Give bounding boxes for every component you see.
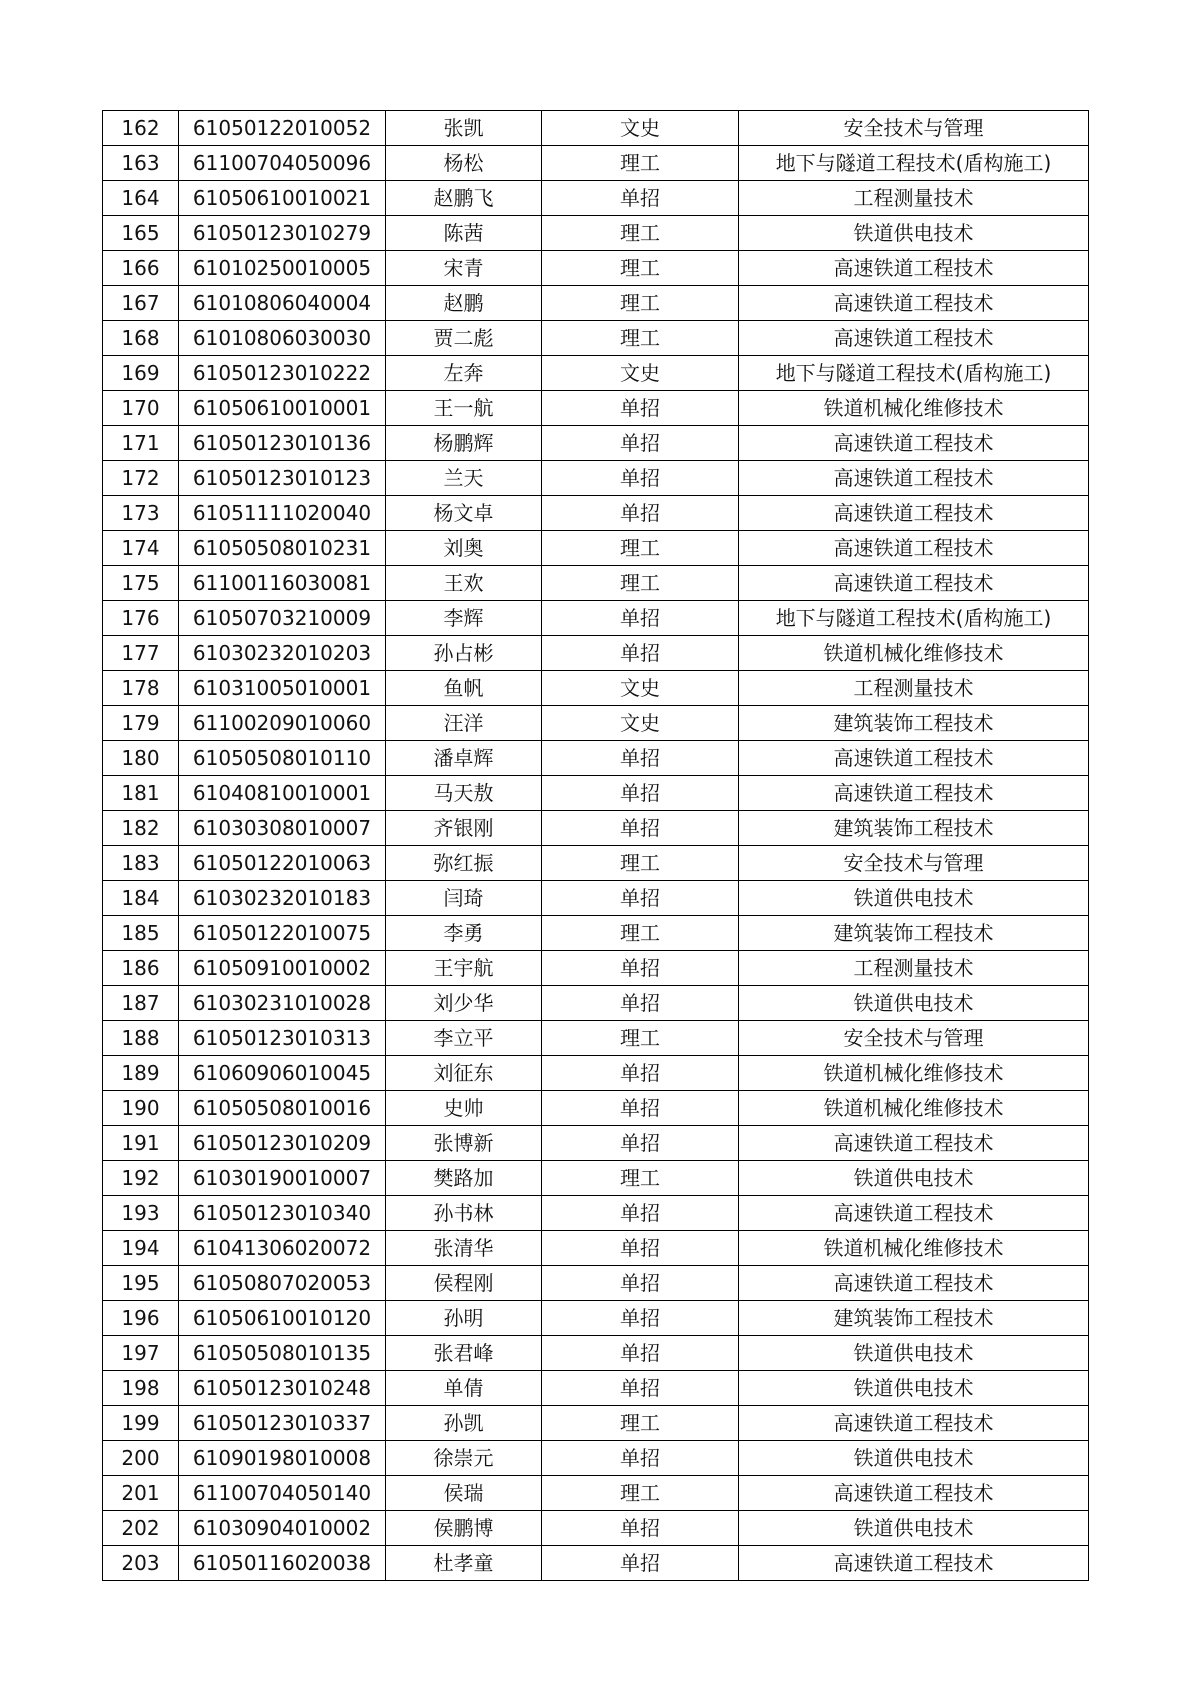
exam-id-cell: 61050508010231 — [179, 531, 386, 566]
table-row — [103, 1476, 1089, 1511]
name-cell: 王欢 — [386, 566, 542, 601]
category-cell: 理工 — [542, 846, 739, 881]
category-cell: 理工 — [542, 1406, 739, 1441]
table-row — [103, 1336, 1089, 1371]
major-cell: 高速铁道工程技术 — [739, 776, 1089, 811]
table-row — [103, 706, 1089, 741]
category-cell: 单招 — [542, 881, 739, 916]
exam-id-cell: 61030308010007 — [179, 811, 386, 846]
category-cell: 单招 — [542, 1546, 739, 1581]
row-number-cell: 178 — [103, 671, 179, 706]
row-number-cell: 182 — [103, 811, 179, 846]
name-cell: 李勇 — [386, 916, 542, 951]
table-row — [103, 566, 1089, 601]
category-cell: 单招 — [542, 1511, 739, 1546]
row-number-cell: 163 — [103, 146, 179, 181]
major-cell: 铁道供电技术 — [739, 216, 1089, 251]
exam-id-cell: 61050508010110 — [179, 741, 386, 776]
row-number-cell: 186 — [103, 951, 179, 986]
major-cell: 高速铁道工程技术 — [739, 1196, 1089, 1231]
student-table — [102, 110, 1089, 1581]
exam-id-cell: 61030190010007 — [179, 1161, 386, 1196]
name-cell: 单倩 — [386, 1371, 542, 1406]
exam-id-cell: 61100704050096 — [179, 146, 386, 181]
table-row — [103, 1021, 1089, 1056]
row-number-cell: 180 — [103, 741, 179, 776]
table-row — [103, 776, 1089, 811]
row-number-cell: 172 — [103, 461, 179, 496]
exam-id-cell: 61050123010337 — [179, 1406, 386, 1441]
name-cell: 李立平 — [386, 1021, 542, 1056]
table-row — [103, 881, 1089, 916]
category-cell: 理工 — [542, 531, 739, 566]
exam-id-cell: 61050508010135 — [179, 1336, 386, 1371]
exam-id-cell: 61041306020072 — [179, 1231, 386, 1266]
category-cell: 单招 — [542, 426, 739, 461]
table-row — [103, 1161, 1089, 1196]
row-number-cell: 176 — [103, 601, 179, 636]
name-cell: 孙书林 — [386, 1196, 542, 1231]
exam-id-cell: 61050123010123 — [179, 461, 386, 496]
table-row — [103, 321, 1089, 356]
exam-id-cell: 61030232010183 — [179, 881, 386, 916]
major-cell: 建筑装饰工程技术 — [739, 811, 1089, 846]
exam-id-cell: 61060906010045 — [179, 1056, 386, 1091]
category-cell: 单招 — [542, 1196, 739, 1231]
category-cell: 单招 — [542, 1441, 739, 1476]
major-cell: 工程测量技术 — [739, 181, 1089, 216]
row-number-cell: 193 — [103, 1196, 179, 1231]
row-number-cell: 174 — [103, 531, 179, 566]
name-cell: 汪洋 — [386, 706, 542, 741]
name-cell: 孙凯 — [386, 1406, 542, 1441]
row-number-cell: 167 — [103, 286, 179, 321]
category-cell: 单招 — [542, 1231, 739, 1266]
exam-id-cell: 61050610010021 — [179, 181, 386, 216]
name-cell: 张博新 — [386, 1126, 542, 1161]
name-cell: 杨文卓 — [386, 496, 542, 531]
table-row — [103, 496, 1089, 531]
major-cell: 高速铁道工程技术 — [739, 741, 1089, 776]
table-row — [103, 111, 1089, 146]
name-cell: 赵鹏飞 — [386, 181, 542, 216]
table-row — [103, 146, 1089, 181]
name-cell: 刘奥 — [386, 531, 542, 566]
exam-id-cell: 61050122010052 — [179, 111, 386, 146]
row-number-cell: 198 — [103, 1371, 179, 1406]
row-number-cell: 191 — [103, 1126, 179, 1161]
major-cell: 地下与隧道工程技术(盾构施工) — [739, 601, 1089, 636]
exam-id-cell: 61090198010008 — [179, 1441, 386, 1476]
major-cell: 高速铁道工程技术 — [739, 531, 1089, 566]
row-number-cell: 165 — [103, 216, 179, 251]
category-cell: 单招 — [542, 1336, 739, 1371]
category-cell: 理工 — [542, 1476, 739, 1511]
exam-id-cell: 61050123010340 — [179, 1196, 386, 1231]
category-cell: 理工 — [542, 916, 739, 951]
row-number-cell: 199 — [103, 1406, 179, 1441]
exam-id-cell: 61050123010248 — [179, 1371, 386, 1406]
major-cell: 铁道机械化维修技术 — [739, 636, 1089, 671]
table-row — [103, 741, 1089, 776]
name-cell: 樊路加 — [386, 1161, 542, 1196]
name-cell: 孙占彬 — [386, 636, 542, 671]
row-number-cell: 162 — [103, 111, 179, 146]
exam-id-cell: 61050910010002 — [179, 951, 386, 986]
exam-id-cell: 61050703210009 — [179, 601, 386, 636]
major-cell: 高速铁道工程技术 — [739, 286, 1089, 321]
exam-id-cell: 61051111020040 — [179, 496, 386, 531]
table-row — [103, 1371, 1089, 1406]
table-row — [103, 426, 1089, 461]
table-row — [103, 846, 1089, 881]
category-cell: 单招 — [542, 1266, 739, 1301]
row-number-cell: 173 — [103, 496, 179, 531]
name-cell: 孙明 — [386, 1301, 542, 1336]
category-cell: 理工 — [542, 1021, 739, 1056]
row-number-cell: 168 — [103, 321, 179, 356]
major-cell: 高速铁道工程技术 — [739, 461, 1089, 496]
table-row — [103, 216, 1089, 251]
row-number-cell: 181 — [103, 776, 179, 811]
major-cell: 高速铁道工程技术 — [739, 251, 1089, 286]
category-cell: 理工 — [542, 566, 739, 601]
table-row — [103, 1231, 1089, 1266]
table-row — [103, 391, 1089, 426]
exam-id-cell: 61050508010016 — [179, 1091, 386, 1126]
name-cell: 马天敖 — [386, 776, 542, 811]
major-cell: 高速铁道工程技术 — [739, 1406, 1089, 1441]
row-number-cell: 196 — [103, 1301, 179, 1336]
table-row — [103, 951, 1089, 986]
category-cell: 单招 — [542, 496, 739, 531]
category-cell: 理工 — [542, 321, 739, 356]
category-cell: 单招 — [542, 1126, 739, 1161]
table-row — [103, 601, 1089, 636]
name-cell: 张清华 — [386, 1231, 542, 1266]
major-cell: 高速铁道工程技术 — [739, 1476, 1089, 1511]
row-number-cell: 164 — [103, 181, 179, 216]
major-cell: 安全技术与管理 — [739, 1021, 1089, 1056]
table-row — [103, 1406, 1089, 1441]
category-cell: 单招 — [542, 1056, 739, 1091]
name-cell: 张凯 — [386, 111, 542, 146]
table-row — [103, 1091, 1089, 1126]
table-row — [103, 286, 1089, 321]
exam-id-cell: 61031005010001 — [179, 671, 386, 706]
name-cell: 杨鹏辉 — [386, 426, 542, 461]
category-cell: 单招 — [542, 636, 739, 671]
exam-id-cell: 61030232010203 — [179, 636, 386, 671]
table-row — [103, 531, 1089, 566]
exam-id-cell: 61050123010279 — [179, 216, 386, 251]
exam-id-cell: 61030231010028 — [179, 986, 386, 1021]
category-cell: 单招 — [542, 776, 739, 811]
major-cell: 铁道供电技术 — [739, 1371, 1089, 1406]
category-cell: 理工 — [542, 251, 739, 286]
table-row — [103, 1266, 1089, 1301]
major-cell: 高速铁道工程技术 — [739, 1546, 1089, 1581]
category-cell: 单招 — [542, 1091, 739, 1126]
name-cell: 史帅 — [386, 1091, 542, 1126]
name-cell: 刘少华 — [386, 986, 542, 1021]
major-cell: 建筑装饰工程技术 — [739, 1301, 1089, 1336]
major-cell: 地下与隧道工程技术(盾构施工) — [739, 146, 1089, 181]
name-cell: 李辉 — [386, 601, 542, 636]
major-cell: 高速铁道工程技术 — [739, 1266, 1089, 1301]
row-number-cell: 185 — [103, 916, 179, 951]
name-cell: 贾二彪 — [386, 321, 542, 356]
exam-id-cell: 61100116030081 — [179, 566, 386, 601]
row-number-cell: 203 — [103, 1546, 179, 1581]
name-cell: 兰天 — [386, 461, 542, 496]
category-cell: 单招 — [542, 391, 739, 426]
major-cell: 铁道供电技术 — [739, 1336, 1089, 1371]
row-number-cell: 184 — [103, 881, 179, 916]
major-cell: 铁道机械化维修技术 — [739, 391, 1089, 426]
table-row — [103, 461, 1089, 496]
major-cell: 建筑装饰工程技术 — [739, 916, 1089, 951]
table-row — [103, 671, 1089, 706]
exam-id-cell: 61050123010313 — [179, 1021, 386, 1056]
row-number-cell: 169 — [103, 356, 179, 391]
major-cell: 高速铁道工程技术 — [739, 426, 1089, 461]
row-number-cell: 188 — [103, 1021, 179, 1056]
row-number-cell: 187 — [103, 986, 179, 1021]
exam-id-cell: 61050610010120 — [179, 1301, 386, 1336]
exam-id-cell: 61050807020053 — [179, 1266, 386, 1301]
exam-id-cell: 61010806030030 — [179, 321, 386, 356]
name-cell: 齐银刚 — [386, 811, 542, 846]
major-cell: 工程测量技术 — [739, 671, 1089, 706]
category-cell: 单招 — [542, 1371, 739, 1406]
table-row — [103, 1546, 1089, 1581]
row-number-cell: 170 — [103, 391, 179, 426]
exam-id-cell: 61010806040004 — [179, 286, 386, 321]
exam-id-cell: 61100704050140 — [179, 1476, 386, 1511]
table-body — [103, 111, 1089, 1581]
name-cell: 王宇航 — [386, 951, 542, 986]
name-cell: 弥红振 — [386, 846, 542, 881]
name-cell: 杨松 — [386, 146, 542, 181]
category-cell: 理工 — [542, 1161, 739, 1196]
exam-id-cell: 61010250010005 — [179, 251, 386, 286]
major-cell: 铁道机械化维修技术 — [739, 1231, 1089, 1266]
category-cell: 单招 — [542, 601, 739, 636]
name-cell: 潘卓辉 — [386, 741, 542, 776]
row-number-cell: 197 — [103, 1336, 179, 1371]
name-cell: 左奔 — [386, 356, 542, 391]
exam-id-cell: 61050123010209 — [179, 1126, 386, 1161]
major-cell: 地下与隧道工程技术(盾构施工) — [739, 356, 1089, 391]
exam-id-cell: 61050610010001 — [179, 391, 386, 426]
major-cell: 高速铁道工程技术 — [739, 1126, 1089, 1161]
category-cell: 单招 — [542, 986, 739, 1021]
row-number-cell: 177 — [103, 636, 179, 671]
category-cell: 单招 — [542, 741, 739, 776]
row-number-cell: 200 — [103, 1441, 179, 1476]
major-cell: 铁道供电技术 — [739, 881, 1089, 916]
major-cell: 高速铁道工程技术 — [739, 566, 1089, 601]
major-cell: 铁道供电技术 — [739, 1511, 1089, 1546]
table-row — [103, 251, 1089, 286]
row-number-cell: 179 — [103, 706, 179, 741]
major-cell: 铁道机械化维修技术 — [739, 1056, 1089, 1091]
exam-id-cell: 61050122010075 — [179, 916, 386, 951]
name-cell: 侯瑞 — [386, 1476, 542, 1511]
name-cell: 宋青 — [386, 251, 542, 286]
major-cell: 安全技术与管理 — [739, 111, 1089, 146]
exam-id-cell: 61050116020038 — [179, 1546, 386, 1581]
major-cell: 建筑装饰工程技术 — [739, 706, 1089, 741]
category-cell: 理工 — [542, 216, 739, 251]
exam-id-cell: 61050123010136 — [179, 426, 386, 461]
row-number-cell: 171 — [103, 426, 179, 461]
major-cell: 铁道供电技术 — [739, 1441, 1089, 1476]
row-number-cell: 202 — [103, 1511, 179, 1546]
row-number-cell: 183 — [103, 846, 179, 881]
row-number-cell: 190 — [103, 1091, 179, 1126]
category-cell: 文史 — [542, 111, 739, 146]
name-cell: 杜孝童 — [386, 1546, 542, 1581]
major-cell: 高速铁道工程技术 — [739, 321, 1089, 356]
row-number-cell: 166 — [103, 251, 179, 286]
category-cell: 文史 — [542, 671, 739, 706]
table-row — [103, 1511, 1089, 1546]
category-cell: 单招 — [542, 461, 739, 496]
row-number-cell: 175 — [103, 566, 179, 601]
table-row — [103, 636, 1089, 671]
exam-id-cell: 61050122010063 — [179, 846, 386, 881]
row-number-cell: 189 — [103, 1056, 179, 1091]
table-row — [103, 811, 1089, 846]
major-cell: 高速铁道工程技术 — [739, 496, 1089, 531]
exam-id-cell: 61030904010002 — [179, 1511, 386, 1546]
name-cell: 王一航 — [386, 391, 542, 426]
exam-id-cell: 61040810010001 — [179, 776, 386, 811]
row-number-cell: 194 — [103, 1231, 179, 1266]
name-cell: 闫琦 — [386, 881, 542, 916]
name-cell: 刘征东 — [386, 1056, 542, 1091]
category-cell: 单招 — [542, 181, 739, 216]
major-cell: 铁道供电技术 — [739, 1161, 1089, 1196]
category-cell: 单招 — [542, 951, 739, 986]
category-cell: 理工 — [542, 146, 739, 181]
major-cell: 安全技术与管理 — [739, 846, 1089, 881]
exam-id-cell: 61100209010060 — [179, 706, 386, 741]
row-number-cell: 195 — [103, 1266, 179, 1301]
row-number-cell: 192 — [103, 1161, 179, 1196]
category-cell: 理工 — [542, 286, 739, 321]
row-number-cell: 201 — [103, 1476, 179, 1511]
table-row — [103, 986, 1089, 1021]
major-cell: 工程测量技术 — [739, 951, 1089, 986]
category-cell: 文史 — [542, 356, 739, 391]
table-row — [103, 916, 1089, 951]
category-cell: 单招 — [542, 1301, 739, 1336]
table-row — [103, 181, 1089, 216]
table-row — [103, 1196, 1089, 1231]
name-cell: 张君峰 — [386, 1336, 542, 1371]
category-cell: 文史 — [542, 706, 739, 741]
table-row — [103, 1126, 1089, 1161]
table-row — [103, 356, 1089, 391]
name-cell: 陈茜 — [386, 216, 542, 251]
major-cell: 铁道机械化维修技术 — [739, 1091, 1089, 1126]
name-cell: 赵鹏 — [386, 286, 542, 321]
table-row — [103, 1301, 1089, 1336]
exam-id-cell: 61050123010222 — [179, 356, 386, 391]
table-row — [103, 1056, 1089, 1091]
table-row — [103, 1441, 1089, 1476]
major-cell: 铁道供电技术 — [739, 986, 1089, 1021]
name-cell: 侯鹏博 — [386, 1511, 542, 1546]
category-cell: 单招 — [542, 811, 739, 846]
name-cell: 侯程刚 — [386, 1266, 542, 1301]
name-cell: 徐崇元 — [386, 1441, 542, 1476]
name-cell: 鱼帆 — [386, 671, 542, 706]
